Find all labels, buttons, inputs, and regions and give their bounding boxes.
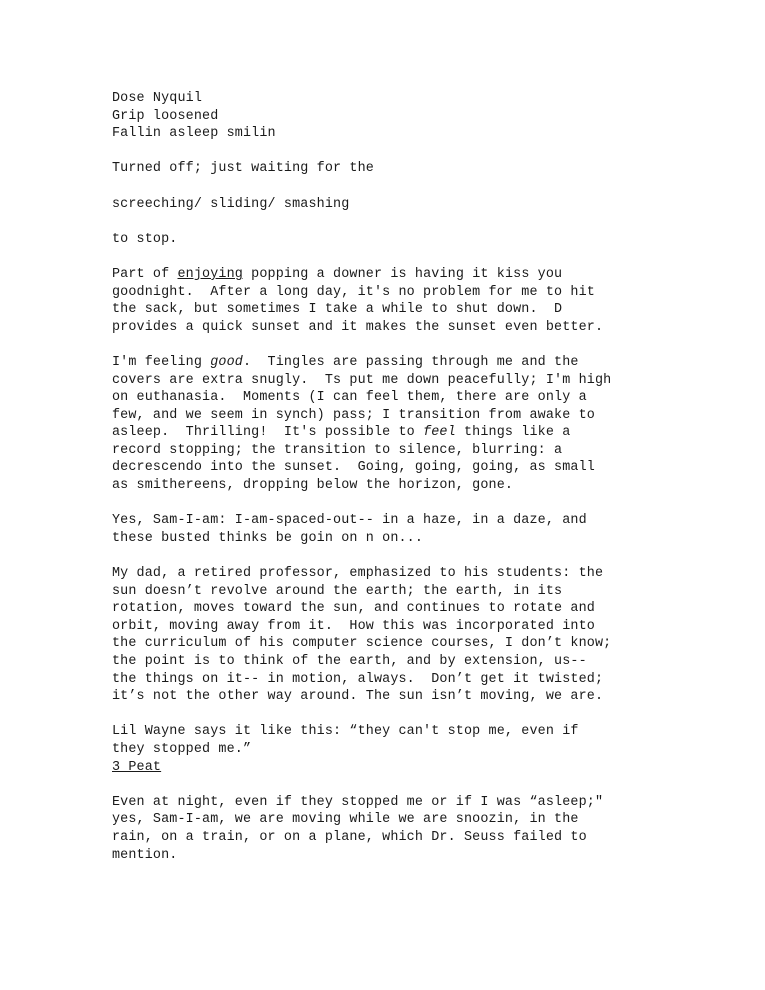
text-fragment: asleep. Thrilling! It's possible to	[112, 425, 424, 441]
text-line: they stopped me.”	[112, 741, 252, 757]
text-line: the point is to think of the earth, and by extension, us--	[112, 654, 587, 669]
document-page	[112, 90, 672, 882]
text-line	[112, 424, 672, 442]
text-line: Turned off; just waiting for the	[112, 161, 374, 177]
text-fragment: things like a	[455, 425, 571, 441]
underlined-word: enjoying	[177, 266, 243, 282]
text-line: as smithereens, dropping below the horizon, gone.	[112, 478, 514, 494]
paragraph-sam-i-am	[112, 512, 672, 547]
text-fragment: . Tingles are passing through me and the	[242, 354, 579, 370]
screeching-line	[112, 196, 672, 214]
italic-word: good	[210, 354, 243, 370]
text-line: covers are extra snugly. Ts put me down peacefully; I'm high	[112, 372, 612, 388]
text-line	[112, 266, 672, 284]
text-line: to stop.	[112, 231, 178, 247]
text-line: decrescendo into the sunset. Going, going, going, as small	[112, 460, 595, 476]
paragraph-feeling-good	[112, 354, 672, 495]
paragraph-even-at-night	[112, 794, 672, 864]
paragraph-lil-wayne	[112, 723, 672, 776]
text-line: few, and we seem in synch) pass; I transition from awake to	[112, 407, 595, 423]
text-line: mention.	[112, 847, 178, 863]
text-line: yes, Sam-I-am, we are moving while we are snoozin, in the	[112, 812, 579, 828]
italic-word: feel	[423, 425, 456, 441]
text-line: Grip loosened	[112, 108, 219, 124]
text-line: provides a quick sunset and it makes the sunset even better.	[112, 319, 604, 335]
text-line: orbit, moving away from it. How this was incorporated into	[112, 618, 595, 634]
text-line: on euthanasia. Moments (I can feel them, there are only a	[112, 390, 587, 406]
three-peat-link[interactable]: 3 Peat	[112, 759, 162, 775]
text-line: Fallin asleep smilin	[112, 126, 276, 142]
text-line: the sack, but sometimes I take a while to shut down. D	[112, 302, 563, 318]
text-line: Even at night, even if they stopped me or if I was “asleep;"	[112, 794, 604, 810]
text-line: rotation, moves toward the sun, and continues to rotate and	[112, 601, 595, 617]
text-fragment: Part of	[112, 266, 178, 282]
text-fragment: popping a downer is having it kiss you	[243, 266, 563, 282]
text-fragment: I'm feeling	[112, 354, 211, 370]
text-line: goodnight. After a long day, it's no problem for me to hit	[112, 284, 595, 300]
to-stop-line	[112, 231, 672, 249]
paragraph-my-dad	[112, 565, 672, 706]
paragraph-downer	[112, 266, 672, 336]
text-line: Dose Nyquil	[112, 91, 203, 106]
text-line: Lil Wayne says it like this: “they can't stop me, even if	[112, 724, 579, 740]
text-line	[112, 354, 672, 372]
turned-off-line	[112, 160, 672, 178]
text-line: record stopping; the transition to silence, blurring: a	[112, 442, 563, 458]
text-line: these busted thinks be goin on n on...	[112, 530, 424, 546]
text-line: Yes, Sam-I-am: I-am-spaced-out-- in a haze, in a daze, and	[112, 513, 587, 529]
text-line: My dad, a retired professor, emphasized to his students: the	[112, 566, 604, 582]
text-line: rain, on a train, or on a plane, which Dr. Seuss failed to	[112, 829, 587, 845]
opening-stanza	[112, 90, 672, 143]
text-line: it’s not the other way around. The sun isn’t moving, we are.	[112, 689, 604, 705]
text-line: screeching/ sliding/ smashing	[112, 196, 350, 212]
text-line: the curriculum of his computer science courses, I don’t know;	[112, 636, 612, 652]
text-line: the things on it-- in motion, always. Don’t get it twisted;	[112, 671, 604, 687]
text-line: sun doesn’t revolve around the earth; the earth, in its	[112, 583, 563, 599]
